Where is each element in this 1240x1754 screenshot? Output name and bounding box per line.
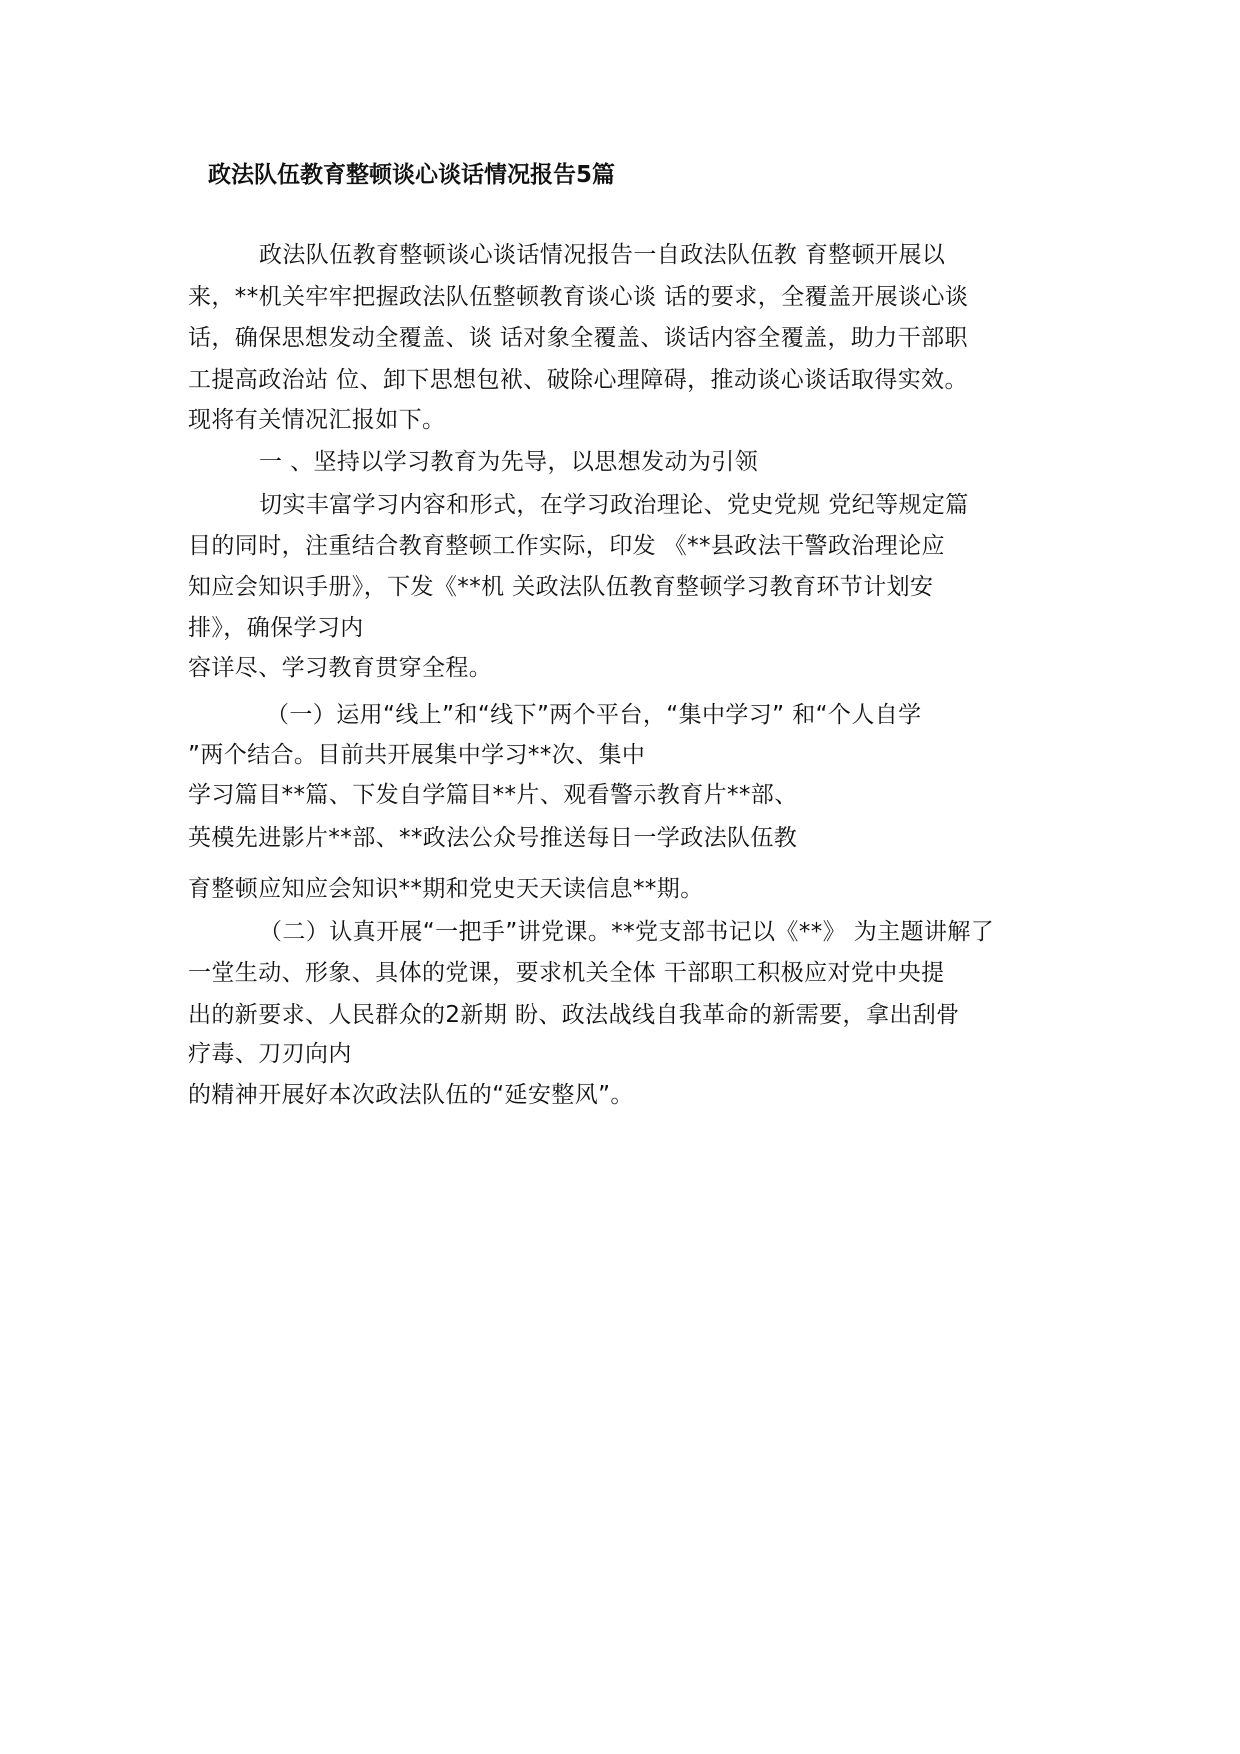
body-line-9: 知应会知识手册》，下发《**机 关政法队伍教育整顿学习教育环节计划安 [188,574,934,600]
body-line-14: 学习篇目**篇、下发自学篇目**片、观看警示教育片**部、 [188,782,798,808]
document-title: 政法队伍教育整顿谈心谈话情况报告5篇 [208,162,616,188]
body-line-20: 疗毒、刀刃向内 [188,1041,352,1067]
body-line-16: 育整顿应知应会知识**期和党史天天读信息**期。 [188,876,704,902]
body-line-3: 话，确保思想发动全覆盖、谈 话对象全覆盖、谈话内容全覆盖，助力干部职 [188,325,968,351]
body-line-21: 的精神开展好本次政法队伍的“延安整风”。 [188,1082,634,1108]
body-line-19: 出的新要求、人民群众的2新期 盼、政法战线自我革命的新需要，拿出刮骨 [188,1002,960,1028]
body-line-1: 政法队伍教育整顿谈心谈话情况报告一自政法队伍教 育整顿开展以 [259,242,946,268]
body-line-5: 现将有关情况汇报如下。 [188,407,446,433]
body-line-11: 容详尽、学习教育贯穿全程。 [188,655,493,681]
body-line-18: 一堂生动、形象、具体的党课，要求机关全体 干部职工积极应对党中央提 [188,960,945,986]
body-line-8: 目的同时，注重结合教育整顿工作实际，印发 《**县政法干警政治理论应 [188,533,945,559]
body-line-17: （二）认真开展“一把手”讲党课。**党支部书记以《**》 为主题讲解了 [259,919,995,945]
body-line-2: 来，**机关牢牢把握政法队伍整顿教育谈心谈 话的要求，全覆盖开展谈心谈 [188,284,969,310]
body-line-10: 排》，确保学习内 [188,615,364,641]
section-heading-1: 一 、坚持以学习教育为先导，以思想发动为引领 [259,449,759,475]
body-line-13: ”两个结合。目前共开展集中学习**次、集中 [188,742,646,768]
body-line-7: 切实丰富学习内容和形式，在学习政治理论、党史党规 党纪等规定篇 [259,492,969,518]
body-line-4: 工提高政治站 位、卸下思想包袱、破除心理障碍，推动谈心谈话取得实效。 [188,367,968,393]
body-line-15: 英模先进影片**部、**政法公众号推送每日一学政法队伍教 [188,825,798,851]
body-line-12: （一）运用“线上”和“线下”两个平台，“集中学习” 和“个人自学 [266,702,922,728]
